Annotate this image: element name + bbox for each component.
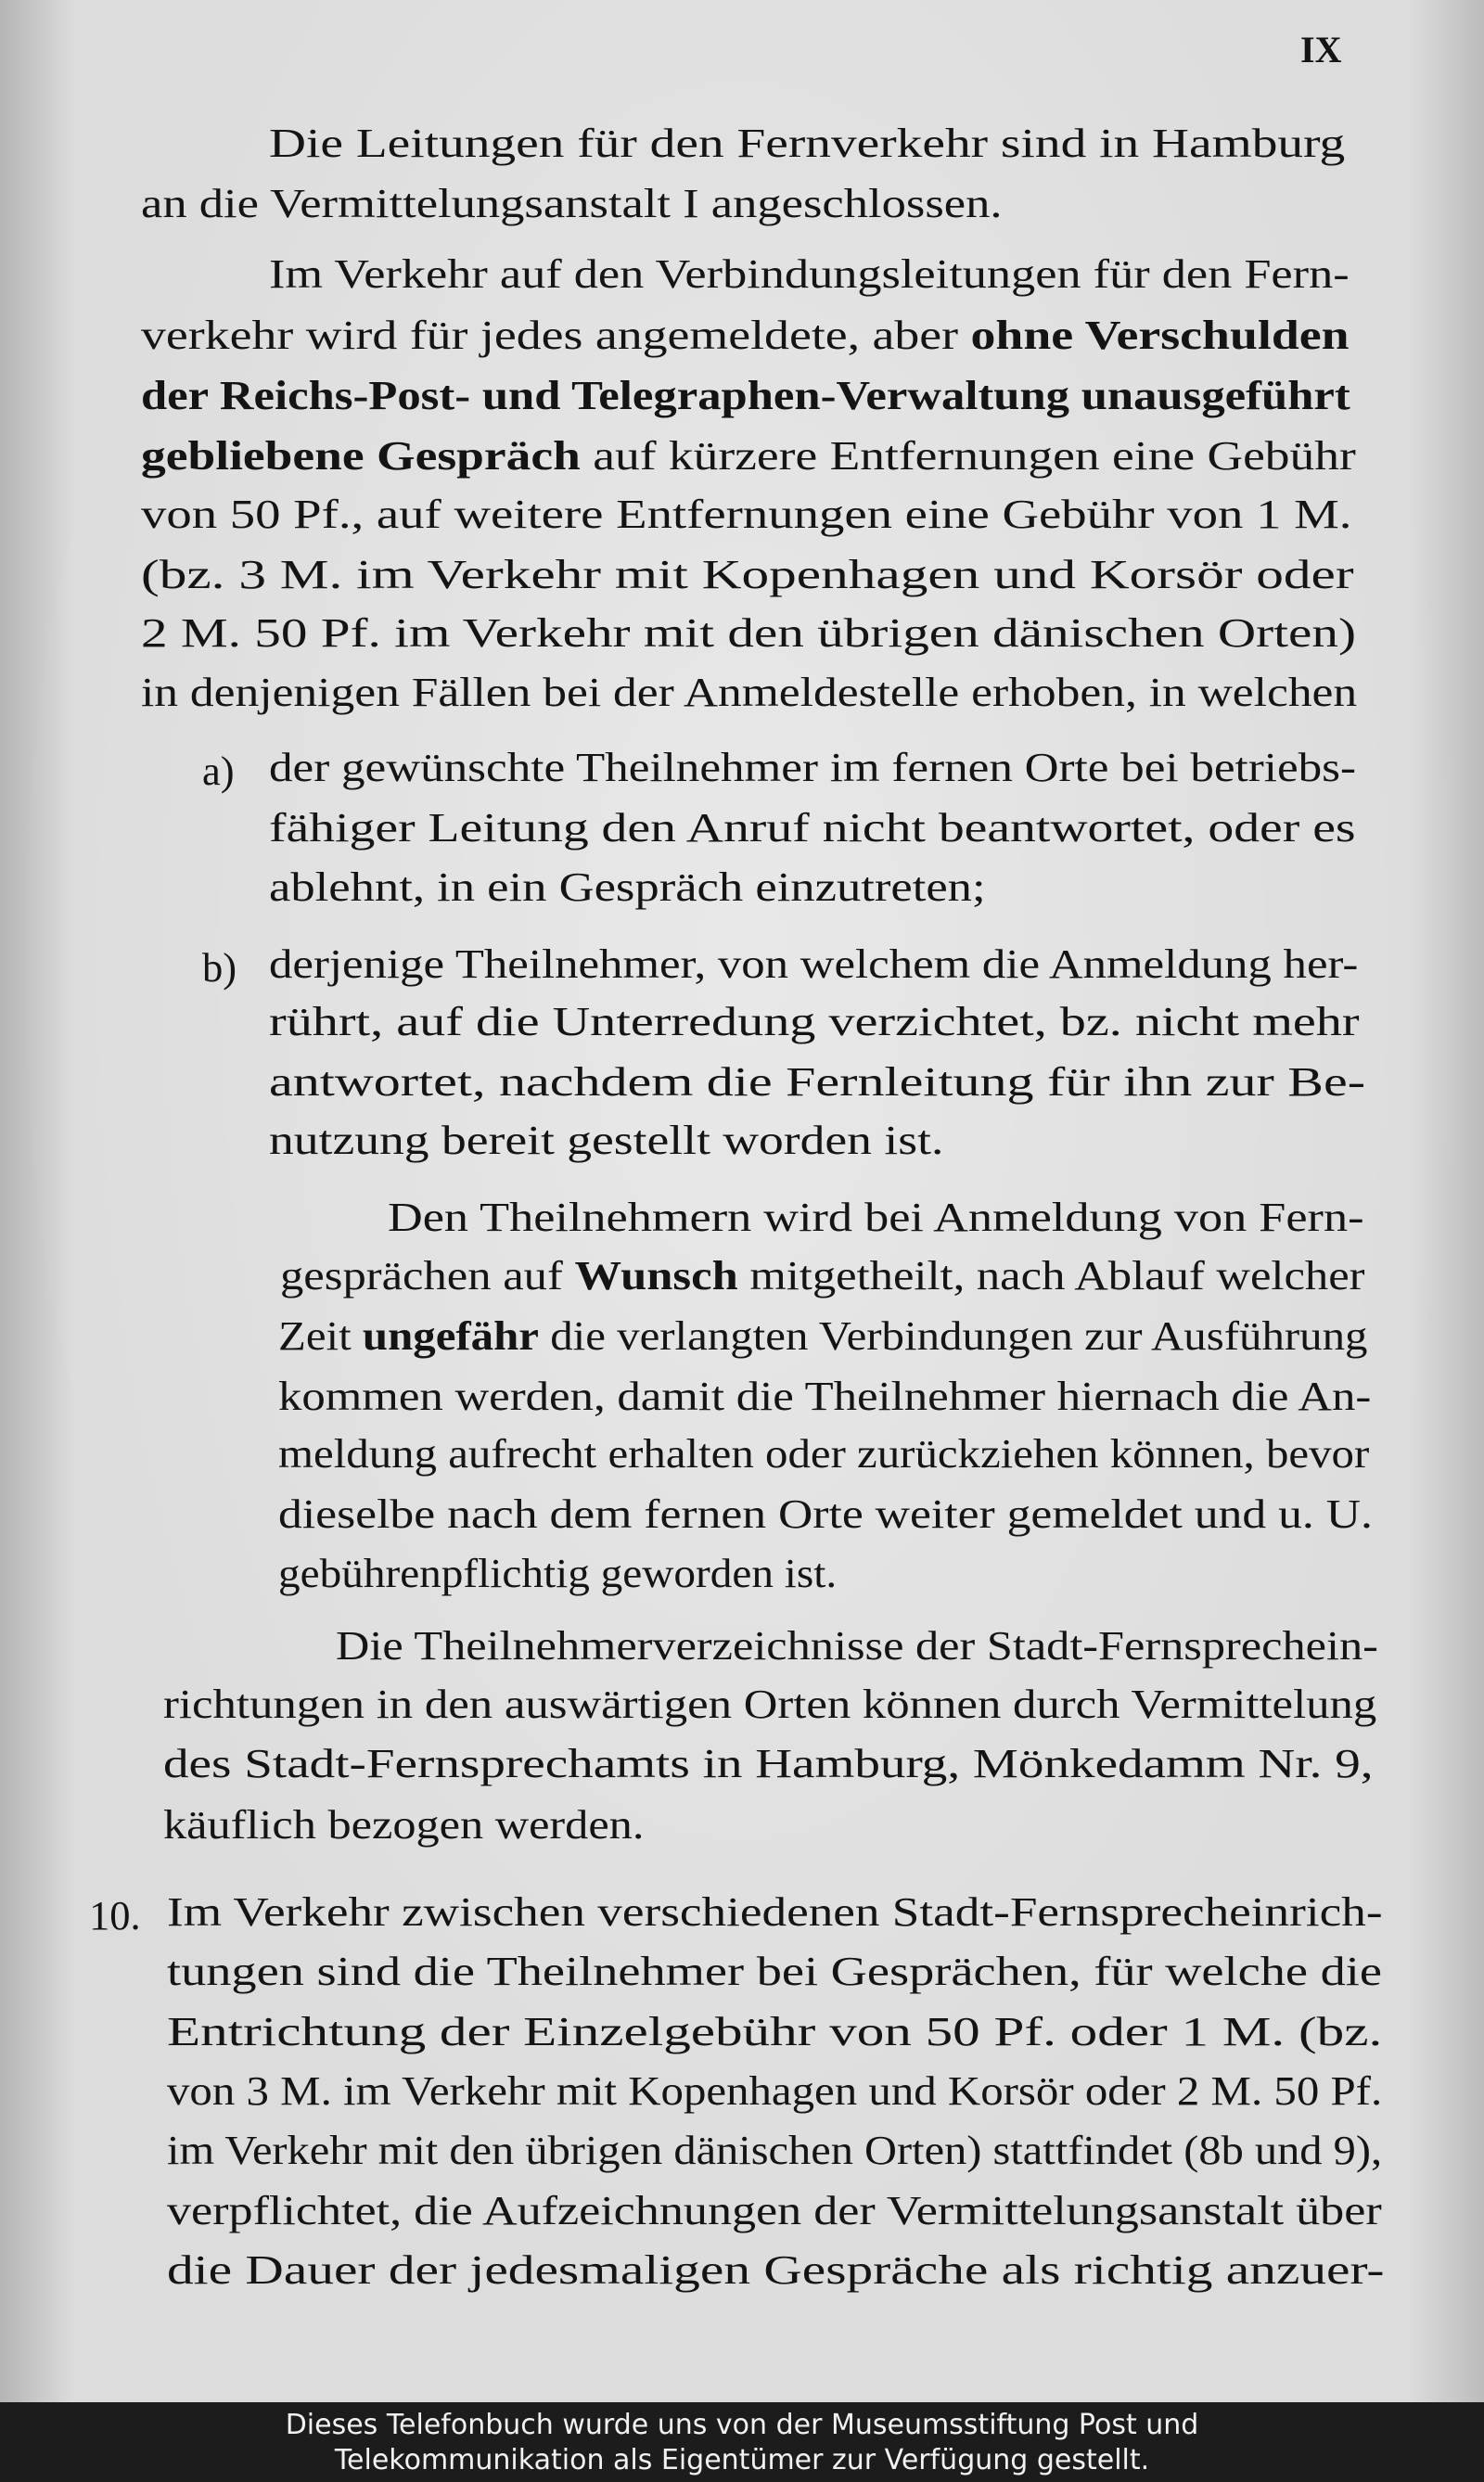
text-line — [269, 744, 1357, 790]
text-segment: gebührenpflichtig geworden ist. — [278, 1550, 838, 1596]
item-label-10: 10. — [89, 1892, 141, 1938]
text-line — [278, 1550, 838, 1596]
text-line — [167, 1888, 1383, 1935]
text-line — [141, 180, 1003, 226]
text-line — [278, 1430, 1370, 1477]
text-line — [163, 1740, 1374, 1786]
item-label-a: a) — [202, 748, 235, 794]
text-line — [336, 1622, 1378, 1669]
text-line — [141, 493, 1351, 535]
footer-line-1: Dieses Telefonbuch wurde uns von der Museumsstiftung Post und — [285, 2409, 1199, 2441]
text-segment: kommen werden, damit die Theilnehmer hiernach die An- — [278, 1373, 1372, 1419]
text-segment: Den Theilnehmern wird bei Anmeldung von Fern- — [388, 1194, 1364, 1240]
text-segment: Entrichtung der Einzelgebühr von 50 Pf. oder 1 M. (bz. — [167, 2008, 1383, 2054]
bold-text: gebliebene Gespräch — [141, 432, 581, 479]
text-segment: verkehr wird für jedes angemeldete, aber — [141, 312, 971, 358]
text-line — [388, 1196, 1363, 1238]
text-line — [280, 1252, 1365, 1299]
footer-line-2: Telekommunikation als Eigentümer zur Verfügung gestellt. — [334, 2444, 1150, 2476]
text-line — [167, 2187, 1382, 2233]
text-segment: in denjenigen Fällen bei der Anmeldestelle erhoben, in welchen — [141, 669, 1358, 715]
text-segment: käuflich bezogen werden. — [163, 1801, 645, 1848]
text-line — [269, 250, 1350, 297]
text-line — [141, 669, 1358, 715]
text-line — [167, 2067, 1383, 2114]
text-segment: die Dauer der jedesmaligen Gespräche als richtig anzuer- — [167, 2246, 1385, 2293]
text-segment: mitgetheilt, nach Ablauf welcher — [737, 1252, 1365, 1299]
text-line — [141, 432, 1356, 479]
text-line — [167, 2246, 1385, 2293]
text-segment: rührt, auf die Unterredung verzichtet, bz. nicht mehr — [269, 998, 1360, 1044]
footer-notice — [0, 2402, 1484, 2482]
text-line — [278, 1312, 1368, 1359]
text-line — [269, 1058, 1366, 1105]
text-line — [141, 314, 1350, 356]
text-segment: gesprächen auf — [280, 1252, 575, 1299]
text-line — [269, 998, 1360, 1044]
text-segment: der gewünschte Theilnehmer im fernen Orte bei betriebs- — [269, 744, 1357, 790]
text-segment: des Stadt-Fernsprechamts in Hamburg, Mönkedamm Nr. 9, — [163, 1740, 1374, 1786]
text-segment: dieselbe nach dem fernen Orte weiter gemeldet und u. U. — [278, 1490, 1373, 1537]
text-segment: verpflichtet, die Aufzeichnungen der Vermittelungsanstalt über — [167, 2187, 1382, 2233]
text-line — [141, 551, 1354, 597]
text-segment: richtungen in den auswärtigen Orten können durch Vermittelung — [163, 1681, 1377, 1727]
item-label-b: b) — [202, 944, 237, 991]
text-segment: die verlangten Verbindungen zur Ausführung — [539, 1312, 1368, 1359]
bold-text: ungefähr — [362, 1312, 540, 1359]
text-segment: von 3 M. im Verkehr mit Kopenhagen und Korsör oder 2 M. 50 Pf. — [167, 2067, 1383, 2114]
text-segment: fähiger Leitung den Anruf nicht beantwortet, oder es — [269, 804, 1356, 851]
text-segment: auf kürzere Entfernungen eine Gebühr — [580, 432, 1356, 479]
text-segment: ablehnt, in ein Gespräch einzutreten; — [269, 864, 986, 910]
text-segment: Die Leitungen für den Fernverkehr sind in Hamburg — [269, 120, 1346, 166]
page-number: IX — [1300, 29, 1342, 70]
text-segment: Zeit — [278, 1312, 363, 1359]
text-segment: Die Theilnehmerverzeichnisse der Stadt-Fernsprechein- — [336, 1622, 1378, 1669]
text-line — [269, 1119, 943, 1161]
text-segment: von 50 Pf., auf weitere Entfernungen eine Gebühr von 1 M. — [141, 491, 1352, 537]
text-line — [141, 372, 1350, 418]
text-segment: im Verkehr mit den übrigen dänischen Orten) stattfindet (8b und 9), — [167, 2127, 1383, 2173]
text-line — [269, 804, 1356, 851]
text-segment: Im Verkehr zwischen verschiedenen Stadt-Fernsprecheinrich- — [167, 1888, 1383, 1935]
text-segment: tungen sind die Theilnehmer bei Gesprächen, für welche die — [167, 1948, 1383, 1994]
text-line — [278, 1375, 1371, 1417]
text-segment: antwortet, nachdem die Fernleitung für ihn zur Be- — [269, 1058, 1366, 1105]
text-segment: derjenige Theilnehmer, von welchem die Anmeldung her- — [269, 940, 1359, 987]
text-line — [269, 866, 986, 908]
text-line — [167, 2127, 1383, 2173]
text-line — [167, 2008, 1383, 2054]
text-segment: (bz. 3 M. im Verkehr mit Kopenhagen und Korsör oder — [141, 551, 1354, 597]
text-line — [278, 1490, 1373, 1537]
text-line — [269, 940, 1359, 987]
text-segment: Im Verkehr auf den Verbindungsleitungen für den Fern- — [269, 250, 1350, 297]
text-segment: nutzung bereit gestellt worden ist. — [269, 1117, 944, 1163]
text-line — [167, 1948, 1383, 1994]
bold-text: ohne Verschulden — [970, 312, 1350, 358]
text-line — [163, 1683, 1376, 1725]
bold-text: Wunsch — [574, 1252, 738, 1299]
text-line — [269, 122, 1345, 164]
text-segment: an die Vermittelungsanstalt I angeschlossen. — [141, 180, 1003, 226]
text-line — [163, 1801, 645, 1848]
text-line — [141, 609, 1357, 656]
text-segment: 2 M. 50 Pf. im Verkehr mit den übrigen dänischen Orten) — [141, 609, 1357, 656]
bold-text: der Reichs-Post- und Telegraphen-Verwaltung unausgeführt — [141, 372, 1350, 418]
text-segment: meldung aufrecht erhalten oder zurückziehen können, bevor — [278, 1430, 1370, 1477]
